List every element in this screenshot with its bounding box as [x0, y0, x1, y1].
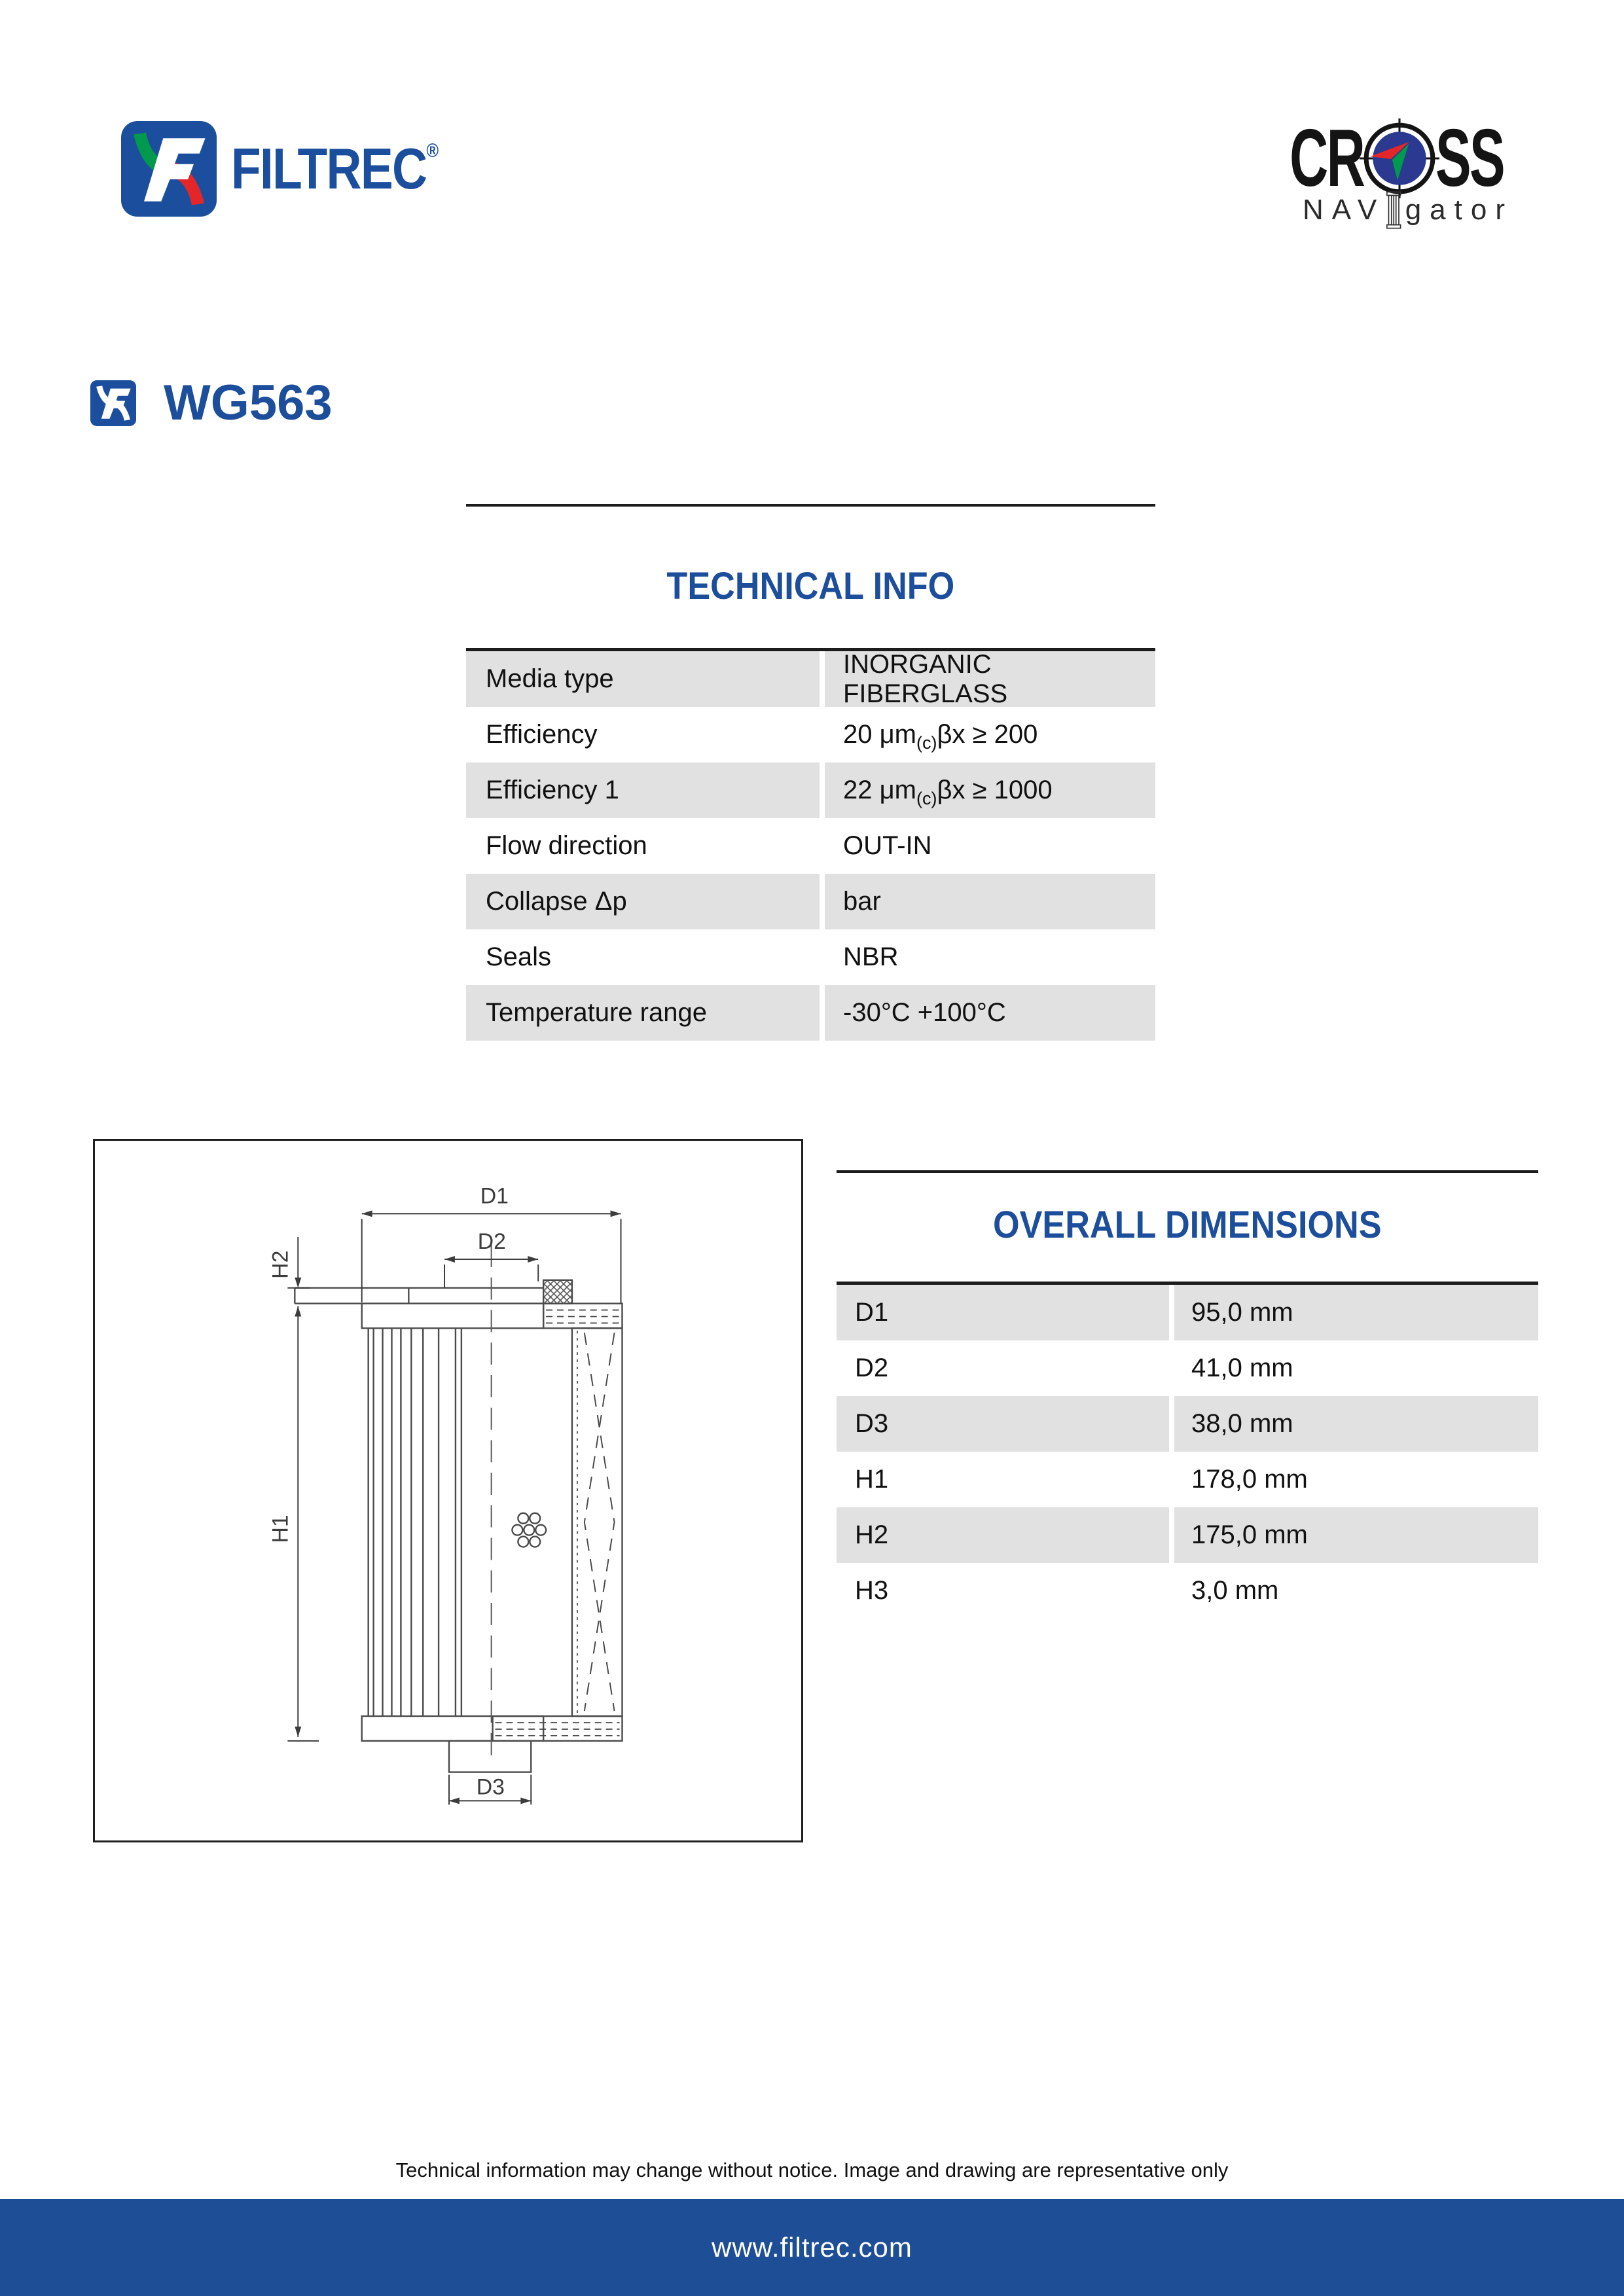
- column-icon: [1386, 190, 1401, 230]
- row-label: H3: [855, 1576, 889, 1605]
- row-label: Temperature range: [466, 985, 820, 1041]
- tech-info-table: [466, 648, 1155, 1041]
- row-value: -30°C +100°C: [825, 985, 1155, 1041]
- filter-technical-drawing: [93, 1139, 803, 1842]
- cross-wordmark: [1252, 113, 1513, 204]
- row-label: Collapse Δp: [466, 874, 820, 929]
- filtrec-f-icon: [121, 121, 217, 217]
- row-value: INORGANIC FIBERGLASS: [825, 651, 1155, 707]
- row-value: bar: [825, 874, 1155, 929]
- row-label: H1: [855, 1465, 889, 1494]
- dim-label-h1: H1: [268, 1515, 293, 1543]
- cross-letters-cr: CR: [1290, 113, 1364, 204]
- table-row: [837, 1396, 1538, 1452]
- row-value: 22 μm (c) βx ≥ 1000: [825, 762, 1155, 818]
- navigator-gator: gator: [1405, 194, 1513, 226]
- tech-info-rule: [466, 504, 1155, 507]
- table-row: [466, 985, 1155, 1041]
- website-url: www.filtrec.com: [712, 2232, 912, 2263]
- table-row: [837, 1452, 1538, 1507]
- row-value: 3,0 mm: [1191, 1576, 1279, 1605]
- table-row: [466, 929, 1155, 985]
- row-value: OUT-IN: [843, 831, 932, 860]
- row-value: 175,0 mm: [1174, 1507, 1538, 1563]
- row-label: D1: [837, 1285, 1169, 1340]
- table-row: [837, 1340, 1538, 1396]
- dim-label-d2: D2: [477, 1229, 506, 1255]
- table-row: [466, 874, 1155, 929]
- row-value: 41,0 mm: [1191, 1354, 1293, 1382]
- product-filtrec-icon: [90, 380, 136, 426]
- disclaimer-text: Technical information may change without notice. Image and drawing are representative only: [395, 2159, 1229, 2181]
- overall-dimensions-title: OVERALL DIMENSIONS: [993, 1204, 1382, 1246]
- row-value: 20 μm (c) βx ≥ 200: [843, 720, 1038, 753]
- table-row: [837, 1507, 1538, 1563]
- row-label: Seals: [486, 942, 552, 971]
- footer-bar: [0, 2199, 1624, 2296]
- row-label: Efficiency 1: [466, 762, 820, 818]
- overall-dimensions-table: [837, 1282, 1538, 1619]
- tech-info-title: TECHNICAL INFO: [666, 565, 955, 607]
- table-row: [466, 762, 1155, 818]
- row-label: H2: [837, 1507, 1169, 1563]
- row-label: Efficiency: [486, 720, 598, 749]
- overall-dimensions-rule: [837, 1170, 1538, 1173]
- filtrec-wordmark: FILTREC®: [231, 136, 438, 201]
- row-label: D3: [837, 1396, 1169, 1452]
- dim-label-d3: D3: [476, 1774, 505, 1800]
- cross-letters-ss: SS: [1435, 113, 1504, 204]
- dim-label-h2: H2: [268, 1250, 293, 1279]
- row-value: NBR: [843, 942, 899, 971]
- table-row: [837, 1563, 1538, 1619]
- row-value: 178,0 mm: [1191, 1465, 1308, 1494]
- product-code: WG563: [164, 375, 333, 431]
- cross-navigator-logo: [1252, 113, 1513, 230]
- row-value: 95,0 mm: [1174, 1285, 1538, 1340]
- table-row: [466, 818, 1155, 874]
- row-value: 38,0 mm: [1174, 1396, 1538, 1452]
- filtrec-logo: [121, 121, 474, 217]
- product-title: [90, 374, 333, 431]
- dim-label-d1: D1: [480, 1183, 509, 1209]
- table-row: [466, 651, 1155, 707]
- row-label: Media type: [466, 651, 820, 707]
- row-label: D2: [855, 1354, 889, 1382]
- row-label: Flow direction: [486, 831, 647, 860]
- registered-mark: ®: [426, 140, 438, 162]
- compass-icon: [1360, 118, 1439, 198]
- table-row: [466, 707, 1155, 762]
- navigator-nav: NAV: [1303, 194, 1386, 226]
- table-row: [837, 1285, 1538, 1340]
